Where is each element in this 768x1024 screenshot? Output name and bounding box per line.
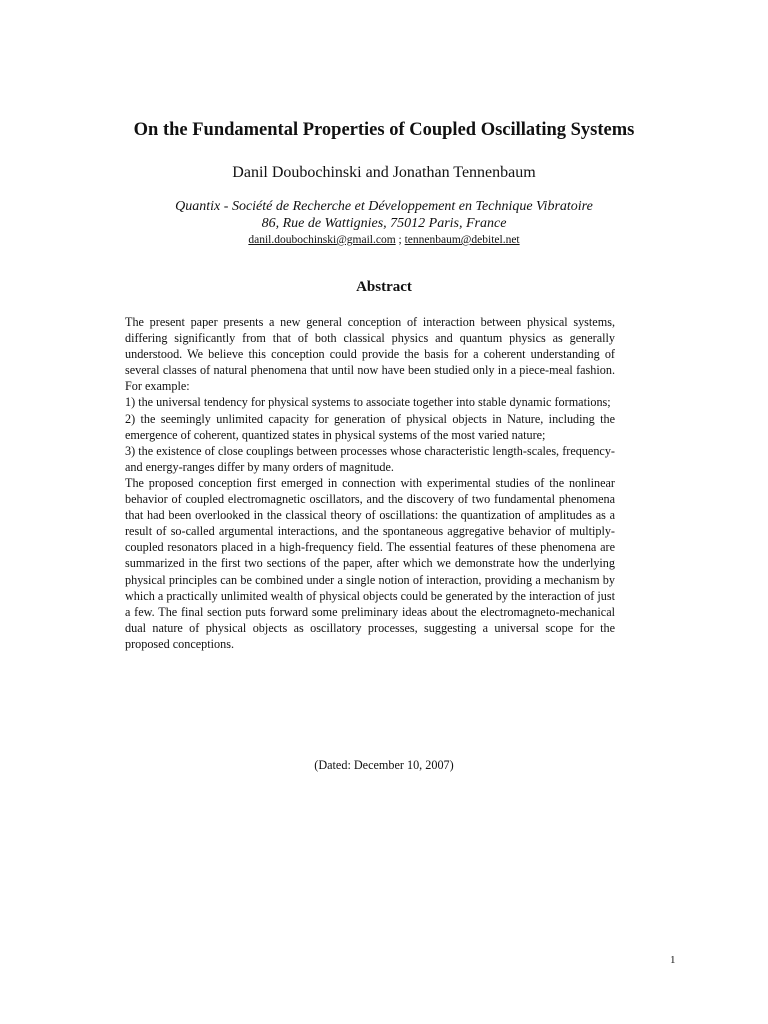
author-names: Danil Doubochinski and Jonathan Tennenbaum — [232, 164, 536, 181]
affiliation — [0, 198, 768, 232]
abstract-paragraph-main: The proposed conception first emerged in connection with experimental studies of the nonlinear behavior of coupled electromagnetic oscillators, and the discovery of two fundamental phenomena that had been overlooked in the classical theory of oscillations: the quantization of amplitudes as a result of so-called argumental interactions, and the spontaneous aggregative behavior of multiply-coupled resonators placed in a high-frequency field. The essential features of these phenomena are summarized in the first two sections of the paper, after which we demonstrate how the underlying physical principles can be combined under a single notion of interaction, providing a mechanism by which a practically unlimited wealth of physical objects could be generated by the interaction of just a few. The final section puts forward some preliminary ideas about the electromagneto-mechanical dual nature of physical objects as oscillatory processes, suggesting a universal scope for the proposed conceptions. — [125, 475, 615, 651]
abstract-list-item-1: 1) the universal tendency for physical systems to associate together into stable dynamic formations; — [125, 395, 611, 410]
dated-line: (Dated: December 10, 2007) — [314, 758, 454, 772]
email-link-tennenbaum[interactable]: tennenbaum@debitel.net — [404, 234, 520, 246]
affiliation-institution: Quantix - Société de Recherche et Développement en Technique Vibratoire — [175, 199, 593, 214]
page-number: 1 — [670, 954, 676, 966]
author-emails — [0, 233, 768, 247]
affiliation-address: 86, Rue de Wattignies, 75012 Paris, France — [261, 216, 507, 231]
abstract-heading: Abstract — [356, 279, 412, 295]
abstract-list-item-2: 2) the seemingly unlimited capacity for generation of physical objects in Nature, including the emergence of coherent, quantized states in physical systems of the most varied nature; — [125, 411, 615, 442]
email-link-doubochinski[interactable]: danil.doubochinski@gmail.com — [248, 234, 396, 246]
abstract-list-item-3: 3) the existence of close couplings between processes whose characteristic length-scales, frequency- and energy-ranges differ by many orders of magnitude. — [125, 443, 615, 474]
email-separator: ; — [395, 234, 405, 246]
paper-title: On the Fundamental Properties of Coupled Oscillating Systems — [133, 120, 635, 140]
abstract-paragraph-intro: The present paper presents a new general conception of interaction between physical systems, differing significantly from that of both classical physics and quantum physics as generally understood. We believe this conception could provide the basis for a coherent understanding of several classes of natural phenomena that until now have been studied only in a piece-meal fashion. For example: — [125, 315, 615, 394]
abstract-body — [125, 314, 615, 652]
